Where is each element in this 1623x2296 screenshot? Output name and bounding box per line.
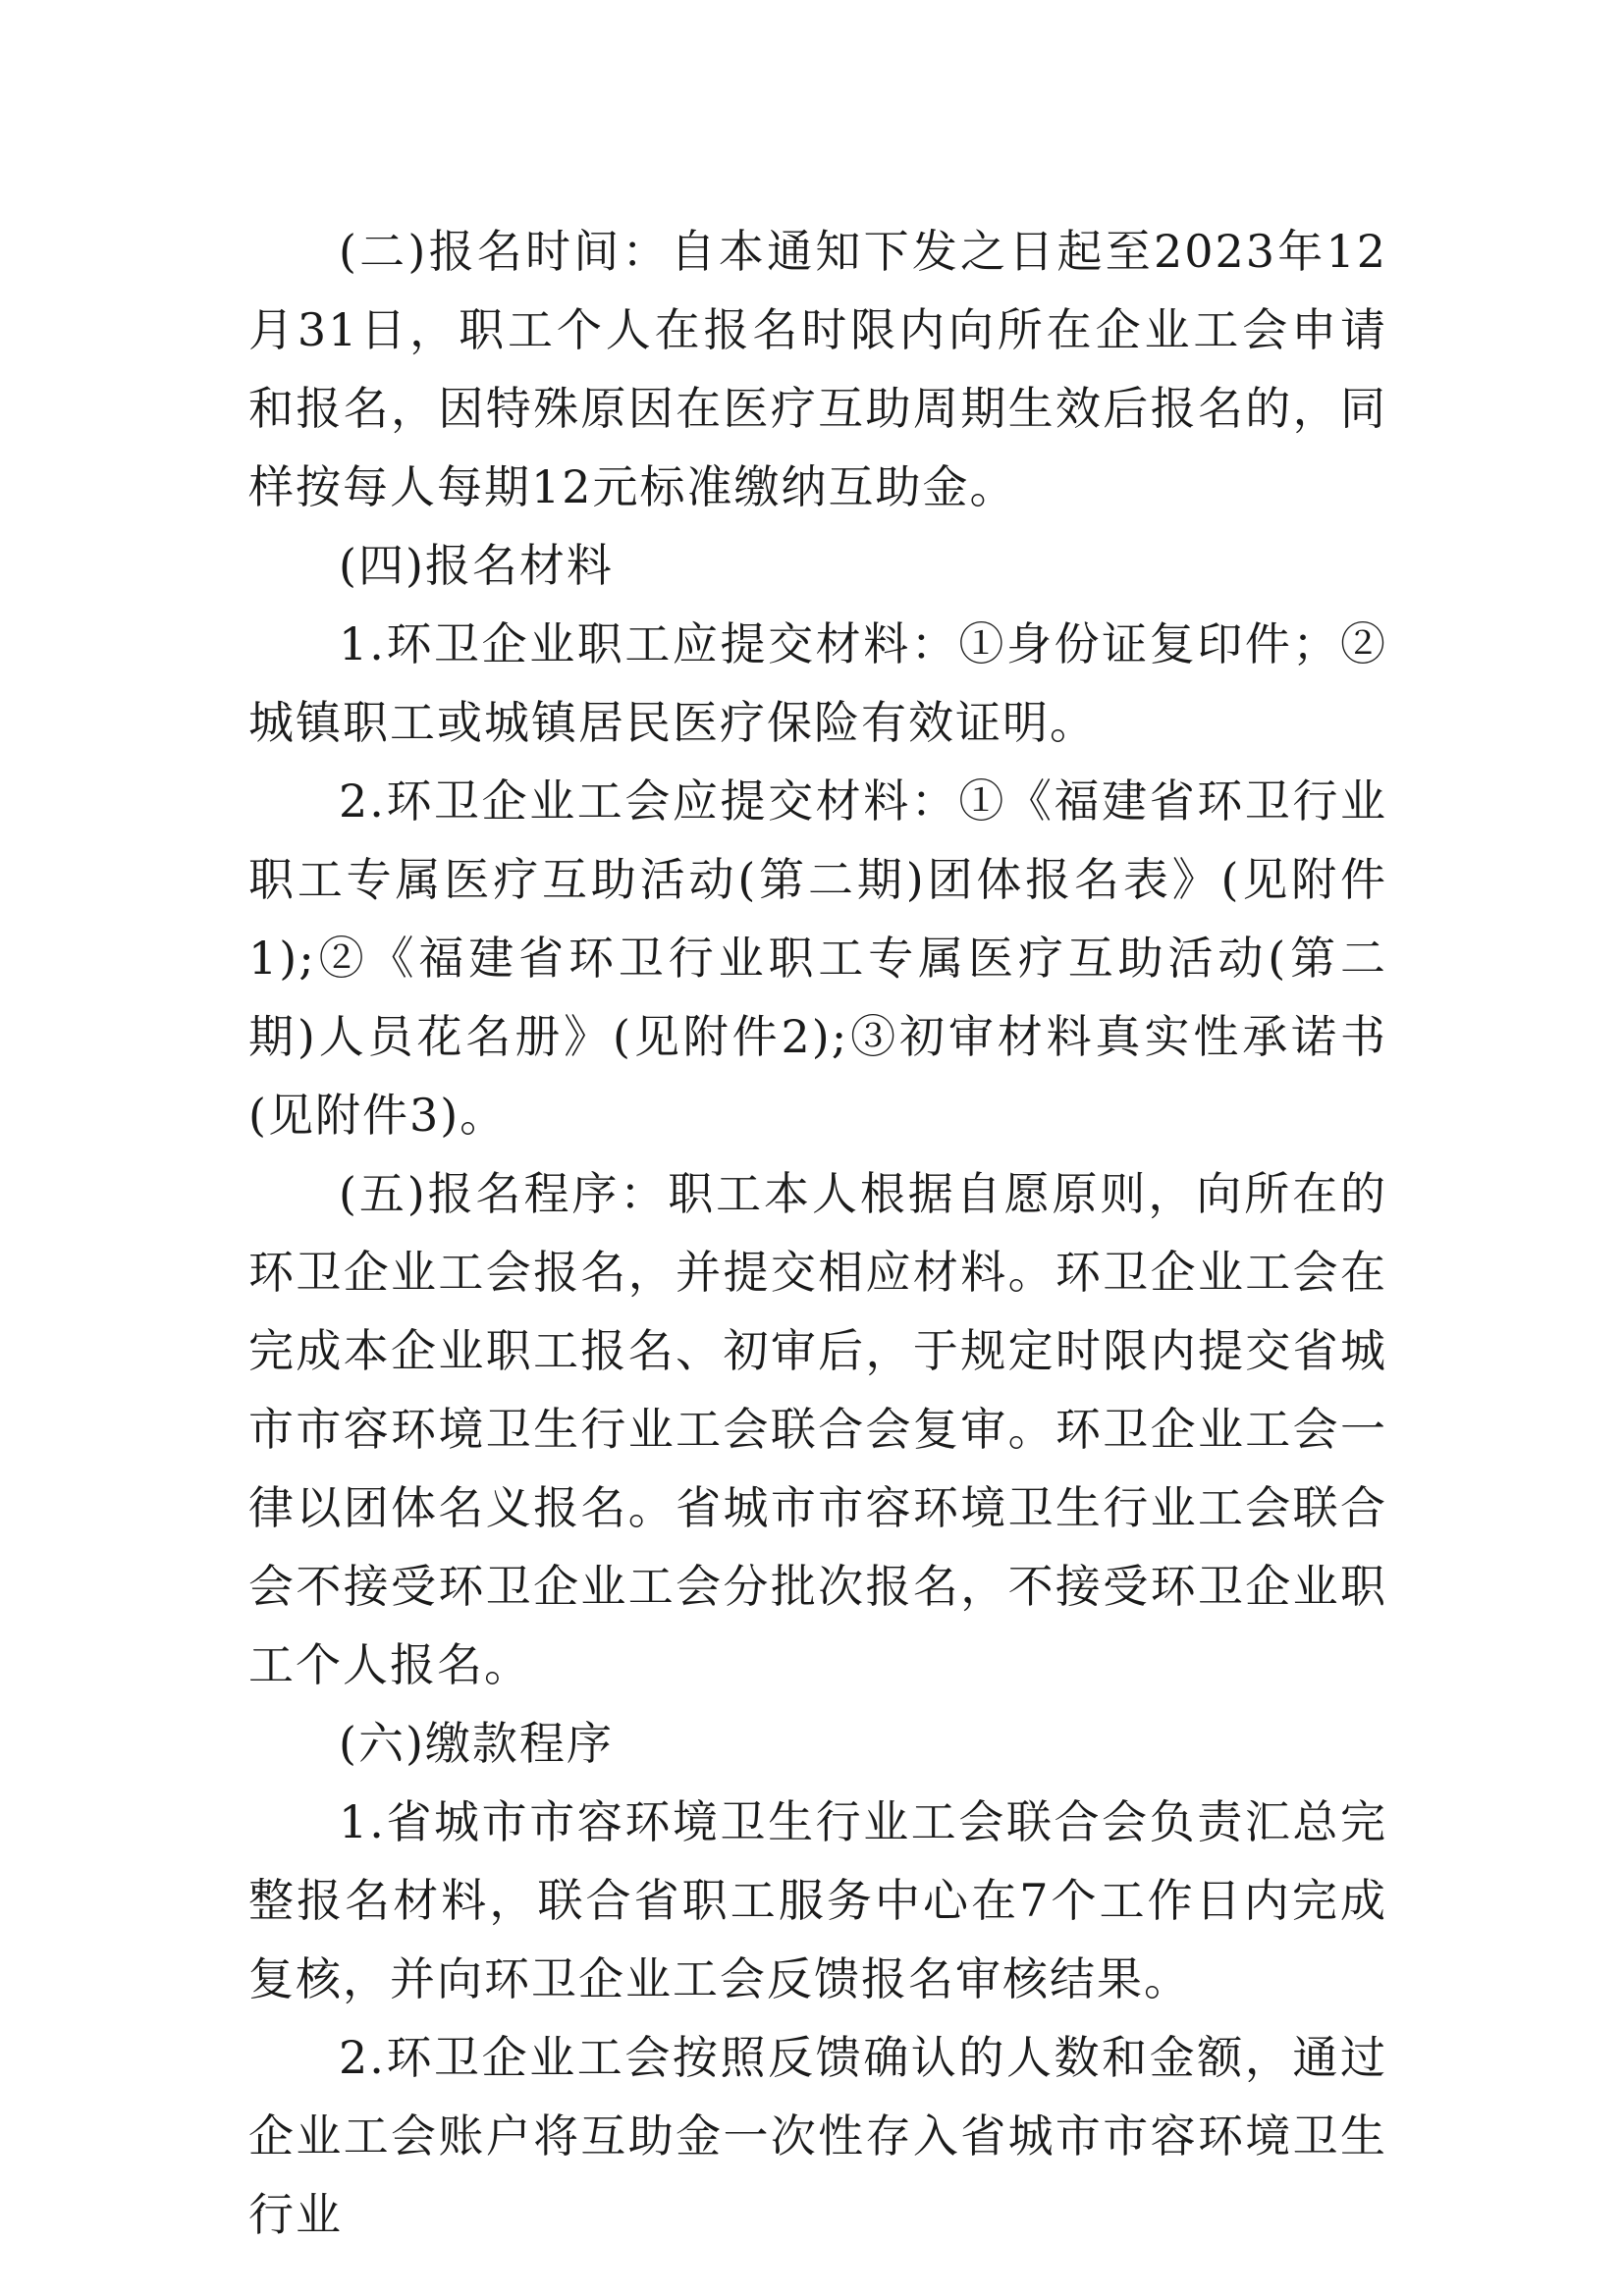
paragraph-registration-time: (二)报名时间：自本通知下发之日起至2023年12月31日，职工个人在报名时限内向所在企业工会申请和报名，因特殊原因在医疗互助周期生效后报名的，同样按每人每期12元标准缴纳互助金。 [248, 225, 1387, 513]
paragraph-employee-materials: 1.环卫企业职工应提交材料：①身份证复印件；②城镇职工或城镇居民医疗保险有效证明。 [248, 617, 1387, 749]
heading-registration-materials: (四)报名材料 [339, 539, 614, 592]
heading-payment-procedure: (六)缴款程序 [339, 1717, 614, 1770]
paragraph-payment-step-2: 2.环卫企业工会按照反馈确认的人数和金额，通过企业工会账户将互助金一次性存入省城市市容环境卫生行业 [248, 2031, 1387, 2241]
paragraph-union-materials: 2.环卫企业工会应提交材料：①《福建省环卫行业职工专属医疗互助活动(第二期)团体报名表》(见附件1);②《福建省环卫行业职工专属医疗互助活动(第二期)人员花名册》(见附件2);③初审材料真实性承诺书(见附件3)。 [248, 774, 1387, 1142]
document-body [248, 212, 1387, 2254]
paragraph-payment-step-1: 1.省城市市容环境卫生行业工会联合会负责汇总完整报名材料，联合省职工服务中心在7个工作日内完成复核，并向环卫企业工会反馈报名审核结果。 [248, 1795, 1387, 2005]
paragraph-registration-procedure: (五)报名程序：职工本人根据自愿原则，向所在的环卫企业工会报名，并提交相应材料。环卫企业工会在完成本企业职工报名、初审后，于规定时限内提交省城市市容环境卫生行业工会联合会复审。环卫企业工会一律以团体名义报名。省城市市容环境卫生行业工会联合会不接受环卫企业工会分批次报名，不接受环卫企业职工个人报名。 [248, 1167, 1387, 1691]
